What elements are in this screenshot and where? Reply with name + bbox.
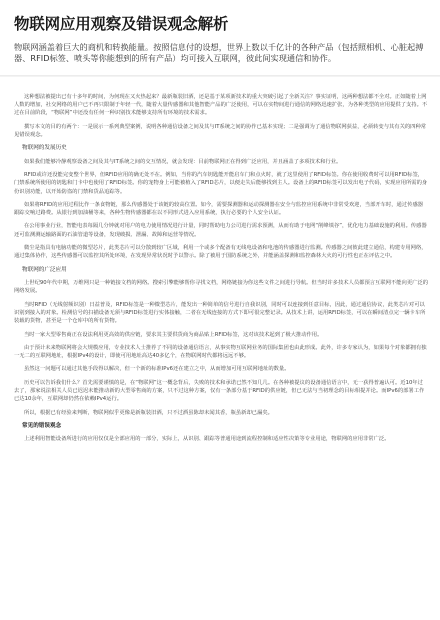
body-paragraph: 在公用事业行业，智能电表每隔几分钟就对用户的电力使用情况进行计量，同时帮助电力公司进行需求预测，从而有助于电网“削峰填谷”，优化电力基础设施的利用。传感器还可监测测运输路面的石油管道等设备，发现破损、泄漏、故障和运营等情况。 bbox=[14, 223, 427, 238]
section-divider bbox=[0, 75, 440, 77]
intro-paragraph: 物联网涵盖着巨大的商机和转换能量。按照信息付的设想，世界上数以千亿计的各种产品（包括照相机、心脏起搏器、RFID标签、喷头等你能想到的所有产品）均可接入互联网，彼此间实现通信和协作。 bbox=[14, 42, 424, 64]
body-paragraph: 上世纪90年代中期，万维网只是一种链接文档的网络。搜索引擎能够帮你寻找文档，网络链接为你这些文件之间进行导航。但当时许多技术人员都预言互联网不能向更广泛的网络发展。 bbox=[14, 280, 429, 295]
page-title: 物联网应用观察及错误观念解析 bbox=[14, 15, 229, 33]
body-paragraph: RFID或许还没能完变整个世界，但RFID应用的确无处不在。例如，当你的汽车钥匙能开能启车门和点火时，就了这里使用了RFID标签。你在使用收费时可以用RFID标签，门禁系统所使用的钥匙和门卡中也使用了RFID标签。你的宠物身上可能被植入了RFID芯片，以便走失后能够找到主人。设备上的RFID标签可以发出电子代码，实现应用所需的身份识别功能，以开始防盗的门禁和货品追踪等。 bbox=[14, 172, 428, 195]
body-paragraph: 如果我们能够冷静观察设备之间及其与IT系统之间的交互情况，就会发现：目前物联网正在得到广泛应用，并且涵盖了多项技术和行业。 bbox=[24, 158, 342, 165]
body-paragraph: 如果将RFID的应用过程比作一条食物链，那么传感器处于该链的较高位置。如今，需要探测器和运动探测器在安全与监控应用系统中非常受欢迎，当部开车时，通过传感器跟踪交响过路费。从银行到加油桶等来，各种生物传感器都在以不同形式进入应用系统，执行必要的个人安全认证。 bbox=[14, 201, 424, 217]
body-paragraph: 历史可以告诉我们什么？首先需要谨慎的是，在“物联网”这一概念背后，失败的技术和承诺已然不知几几。在各种被提议的设备通信语言中，无一获得普遍认可。近10年过去了，那家说法相关人员已迟迟未能推动新的大型零售商的方案，只不过这种方案，仅有一条部分基于RFID的供应链，但已无法与当初理念的目标相提并论。而IPv6的部署工作已达10余年，互联网却仍然在依赖IPv4运行。 bbox=[14, 379, 425, 403]
section-heading: 常见的错误观念 bbox=[22, 422, 62, 429]
body-paragraph: 微尘是指具有电脑功能的微型芯片，此类芯片可以分散到较广区域，利用一个或多个配备有无线电设备和电池的传感器进行监测。传感器之间彼此建立通信，构建专用网络，通过集体协作，这些传感器可以监控其所处环境，在发现异常状况时予以警示。除了被用于国防系统之外，并能涵盖探测和监控森林大火的可行性也正在评估之中。 bbox=[14, 245, 427, 260]
body-paragraph: 当时RFID（无线射频识别）日益普及，RFID标签是一种微型芯片，能发出一种简单的信号进行自我识别，同时可以连接到任意目标，因此，通过通信协议，此类芯片对可以识别到接入的对象。检测信号的扫描设备无须与RFID标签进行实体接触，二者在无线连接的方式下即可很完整记录。从技术上讲，运用RFID标签，可以在瞬间清点完一辆卡车所装载的货物，甚至是一个仓库中的所有货物。 bbox=[14, 301, 426, 325]
body-paragraph: 上述利用智能设备所进行的应用仅仅是全部应用的一部分，实际上，从识别、跟踪等普通用途到流程控制和适应性决策等专业用途，物联网的应用非常广泛。 bbox=[24, 436, 390, 443]
body-paragraph: 虽然这一问题可以通过其他手段得以解决，但一个新的标准IPv6还在建立之中，从而增加可用互联网地址的数量。 bbox=[24, 366, 290, 373]
section-heading: 物联网的广泛应用 bbox=[22, 266, 67, 273]
body-paragraph: 所以，根据已有经验来判断，物联网似乎更像是新瓶装旧酒，只不过酒虽陈却未闻其香，瓶虽新却已漏矣。 bbox=[24, 409, 273, 416]
body-paragraph: 撰写本文的目的有两个：一是展示一系列典型案例，说明各种通信设备之间及其与IT系统之间的协作已基本实现；二是强调为了通信物联网获益，必须转变与其有关的四种常见错误观念。 bbox=[14, 123, 427, 138]
body-paragraph: 当时一家大型零售商正在设法利用更高效的供应链，要求其主要供货商为商品贴上RFID标签，这对该技术起到了极大推动作用。 bbox=[24, 331, 323, 338]
article-body bbox=[14, 93, 428, 444]
body-paragraph: 这种想法被提出已有十多年的时间，为何现在又火热起来？最新瓶装旧酒，还是基于某项新技术的重大突破引起了全新关注？事实证明，这两种想法都不全对。正如随着上网人数的增加，社交网络的用户已不再只限制于年轻一代，随着大量传感器和其他智能产品的广泛使用，可以在实物间进行通信的网络迅速扩张，为各种类型的应用提供了支持。不过在目前阶段，“物联网”中还没有任何一种识别技术能够支持所有环境的技术需求。 bbox=[14, 93, 428, 117]
body-paragraph: 由于预计未来物联网将会大规模应用，专业技术人士推荐了不同的设备通信语言，从事实物互联网业务的国际集团也由此形成。此外，许多专家认为，如果每个对象都拥有独一无二的互联网地址，根据IPv4的设计，即使可用地址高达40多亿个，在物联网时代都将远远不够。 bbox=[14, 344, 427, 360]
section-heading: 物联网的发展历史 bbox=[22, 145, 67, 152]
